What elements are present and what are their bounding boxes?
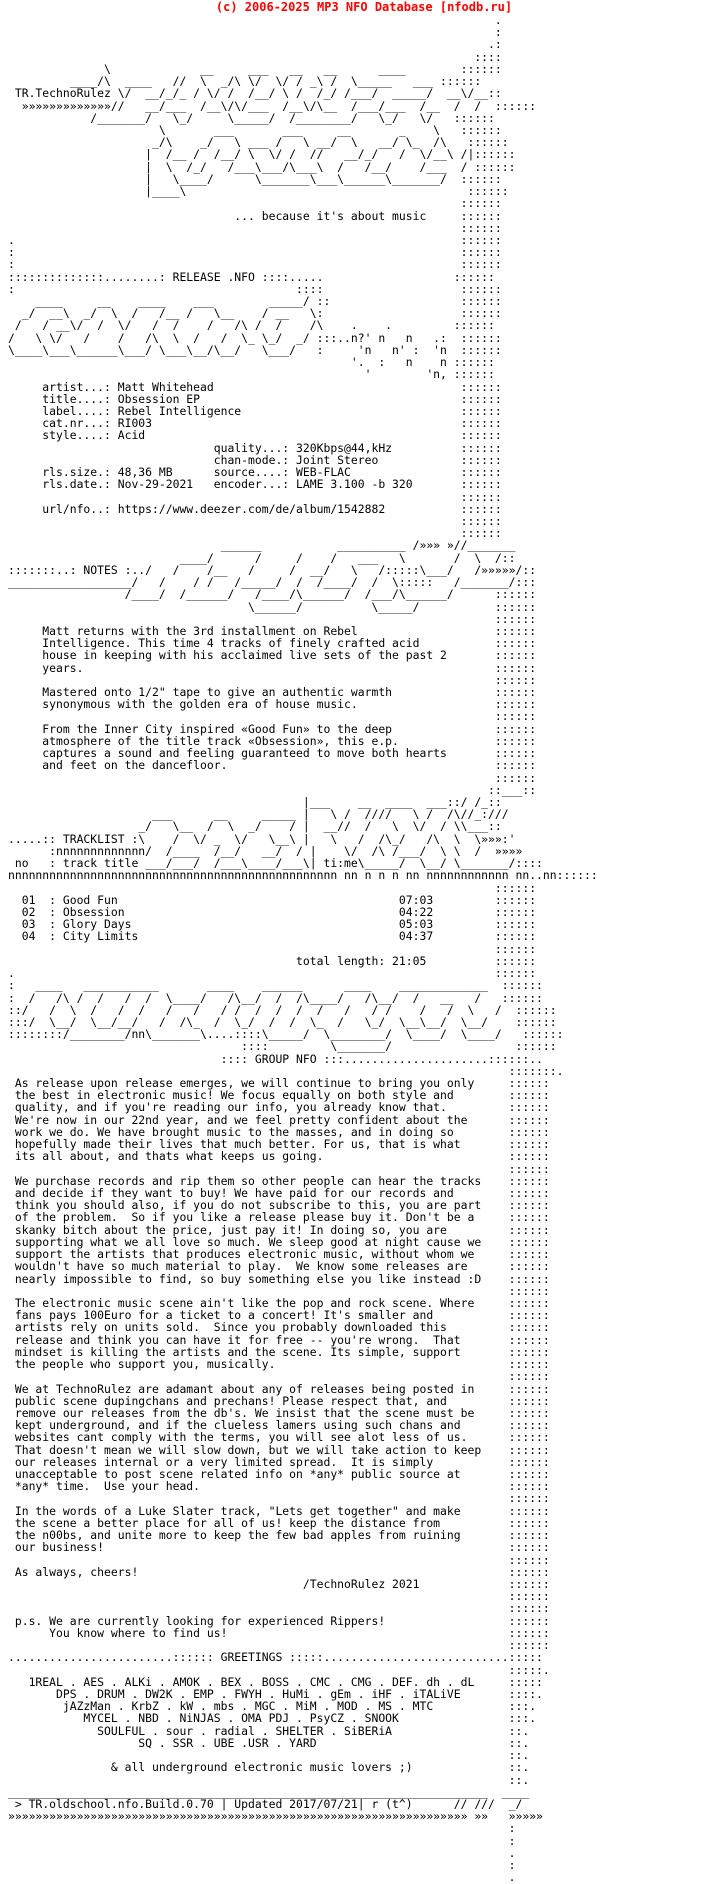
copyright-banner: (c) 2006-2025 MP3 NFO Database [nfodb.ru] [215, 0, 513, 14]
nfo-text: . : .: :::: \ __ ___ __ __ ____ :::::: ____/\ ____ // \ _/\ \/ \/ / _\ / \_____ ___ :::::: TR.TechnoRulez \/ __/_/_ / \/ / /__/ \ / /_/ /___/ _____/ __\/__:: »»»»»»»»»»»»»// __/___ /__\/\/___ /__\/\__ /___/___ /__ / / :::::: /_______/ \_/ \_____/ /________/ \_/ \/ :::::: \ ___ ___ __ _ \ :::::: _/\ _/ \ ___ / \ __/ \ __/ \_ /\ :::::: | /__ / /__/ \ \/ / // __/_/ / \/__\ /|:::::: | \ /_/ /___\___/\___\ / /__/ /___ / :::::: | \____/ \_______\___\______\_______/ :::::: |____\ :::::: :::::: ... because it's about music :::::: :::::: . :::::: : :::::: : :::::: ::::::::::::::........: RELEASE .NFO ::::..... :::::: : :::: :::::: ____ __ ____ ___ _____/ :: :::::: _/ __\ _/ \ / /__ / \__ / __ \: :::::: / / __\/ / \/ / / / /\ / / /\ . . :::::: / \ \/ / / /\ \ / / \_ \_/ _/ :::..n?' n n .: :::::: \____\___\______\___/ \___\__/\__/ \___/ : 'n n' : 'n :::::: '. : n n :::::: ' 'n, :::::: artist...: Matt Whitehead :::::: title....: Obsession EP :::::: label....: Rebel Intelligence :::::: cat.nr...: RI003 :::::: style....: Acid :::::: quality...: 320Kbps@44,kHz :::::: chan-mode.: Joint Stereo :::::: rls.size.: 48,36 MB source....: WEB-FLAC :::::: rls.date.: Nov-29-2021 encoder...: LAME 3.100 -b 320 :::::: :::::: url/nfo..: https://www.deezer.com/de/album/1542882 :::::: :::::: :::::: ______ __________ /»»» »//_______ ____/ / / / ___ \ / \ /:: :::::::..: NOTES :../ / /__ / / __/ \ /:::::\___/ /»»»»»/:: __________________/ / / / /_____/ / /____/ / \::::: /_______/::: /____/ /______/ /____/\______/ /___/\______/ :::::: \______/ \_____/ :::::: :::::: Matt returns with the 3rd installment on Rebel :::::: Intelligence. This time 4 tracks of finely crafted acid :::::: house in keeping with his acclaimed live sets of the past 2 :::::: years. :::::: :::::: Mastered onto 1/2" tape to give an authentic warmth :::::: synonymous with the golden era of house music. :::::: :::::: From the Inner City inspired «Good Fun» to the deep :::::: atmosphere of the title track «Obsession», this e.p. :::::: captures a sound and feeling guaranteed to move both hearts :::::: and feet on the dancefloor. :::::: :::::: ::___:: |___ __ ____ ___::/ /_:: ___ __ _____ | \ / //// \ / /\//_:/// _/ \__ / \ _/ / | __// / \ \/ / \\___:: .....:: TRACKLIST :\ / \/ _ \/ \__\ | \ / /\_/ /\ \ \»»»:' :nnnnnnnnnnnnn/ /____ /__/ __/ / | \/ /\ /___/ \ \ / »»»» no : track title ___/___/ /___\____/___\| ti:me\_____/ \__/ \_______/:::: nnnnnnnnnnnnnnnnnnnnnnnnnnnnnnnnnnnnnnnnnnnnnnnn nn n n n nn nnnnnnnnnnnn nn..nn:::::: :::::: 01 : Good Fun 07:03 :::::: 02 : Obsession 04:22 :::::: 03 : Glory Days 05:03 :::::: 04 : City Limits 04:37 :::::: :::::: total length: 21:05 :::::: . :::::: : ____ ___________ ____ ______ ____ _____________ :::::: : / /\ / / / / \____/ /\__/ / /\____/ /\__/ / __ / :::::: ::/ / \ / / / / / / / / / / / / / / / / \ / :::::: :::/ \__/ \__/__/ / /\_ / \_/ / / \_ / \_/ \__\__/ \__/ :::::: ::::::::/________/nn\_______\....::::\_____/ \________/ \____/ \____/ :::::: :::: \_______/ :::::: :::: GROUP NFO :::.....................::::::.. :::::::. As release upon release emerges, we will continue to bring you only :::::: the best in electronic music! We focus equally on both style and :::::: quality, and if you're reading our info, you already know that. :::::: We're now in our 22nd year, and we feel pretty confident about the :::::: work we do. We have brought music to the masses, and in doing so :::::: hopefully made their lives that much better. For us, that is what :::::: its all about, and thats what keeps us going. :::::: :::::: We purchase records and rip them so other people can hear the tracks :::::: and decide if they want to buy! We have paid for our records and :::::: think you should also, if you do not subscribe to this, you are part :::::: of the problem. So if you like a release please buy it. Don't be a :::::: skanky bitch about the price, just pay it! In doing so, you are :::::: supporting what we all love so much. We sleep good at night cause we :::::: support the artists that produces electronic music, without whom we :::::: wouldn't have so much material to play. We know some releases are :::::: nearly impossible to find, so buy something else you like instead :D :::::: :::::: The electronic music scene ain't like the pop and rock scene. Where :::::: fans pays 100Euro for a ticket to a concert! It's smaller and :::::: artists rely on units sold. Since you probably downloaded this :::::: release and think you can have it for free -- you're wrong. That :::::: mindset is killing the artists and the scene. Its simple, support :::::: the people who support you, musically. :::::: :::::: We at TechnoRulez are adamant about any of releases being posted in :::::: public scene dupingchans and prechans! Please respect that, and :::::: remove our releases from the db's. We insist that the scene must be :::::: kept underground, and if the clueless lamers using such chans and :::::: websites cant comply with the terms, you will see alot less of us. :::::: That doesn't mean we will slow down, but we will take action to keep :::::: our releases internal or a very limited spread. It is simply :::::: unacceptable to post scene related info on *any* public source at :::::: *any* time. Use your head. :::::: :::::: In the words of a Luke Slater track, "Lets get together" and make :::::: the scene a better place for all of us! keep the distance from :::::: the n00bs, and unite more to keep the few bad apples from ruining :::::: our business! :::::: :::::: As always, cheers! :::::: /TechnoRulez 2021 :::::: :::::: :::::: p.s. We are currently looking for experienced Rippers! :::::: You know where to find us! :::::: :::::: ........................:::::: GREETINGS :::::...........................::::: :::::. 1REAL . AES . ALKi . AMOK . BEX . BOSS . CMC . CMG . DEF. dh . dL ::::: DPS . DRUM . DW2K . EMP . FWYH . HuMi . gEm . iHF . iTALiVE ::::. jAZzMan . KrbZ . kW . mbs . MGC . MiM . MOD . MS . MTC :::. MYCEL . NBD . NiNJAS . OMA PDJ . PsyCZ . SNOOK :::. SOULFUL . sour . radial . SHELTER . SiBERiA ::. SQ . SSR . UBE .USR . YARD ::. ::. & all underground electronic music lovers ;) ::. ::. ______________________________________________________________________ ____ > TR.oldschool.nfo.Build.0.70 | Updated 2017/07/21| r (t^) // /// _/ »»»»»»»»»»»»»»»»»»»»»»»»»»»»»»»»»»»»»»»»»»»»»»»»»»»»»»»»»»»»»»»»»»» »» »»»»» : : . : . [8, 13, 598, 1884]
